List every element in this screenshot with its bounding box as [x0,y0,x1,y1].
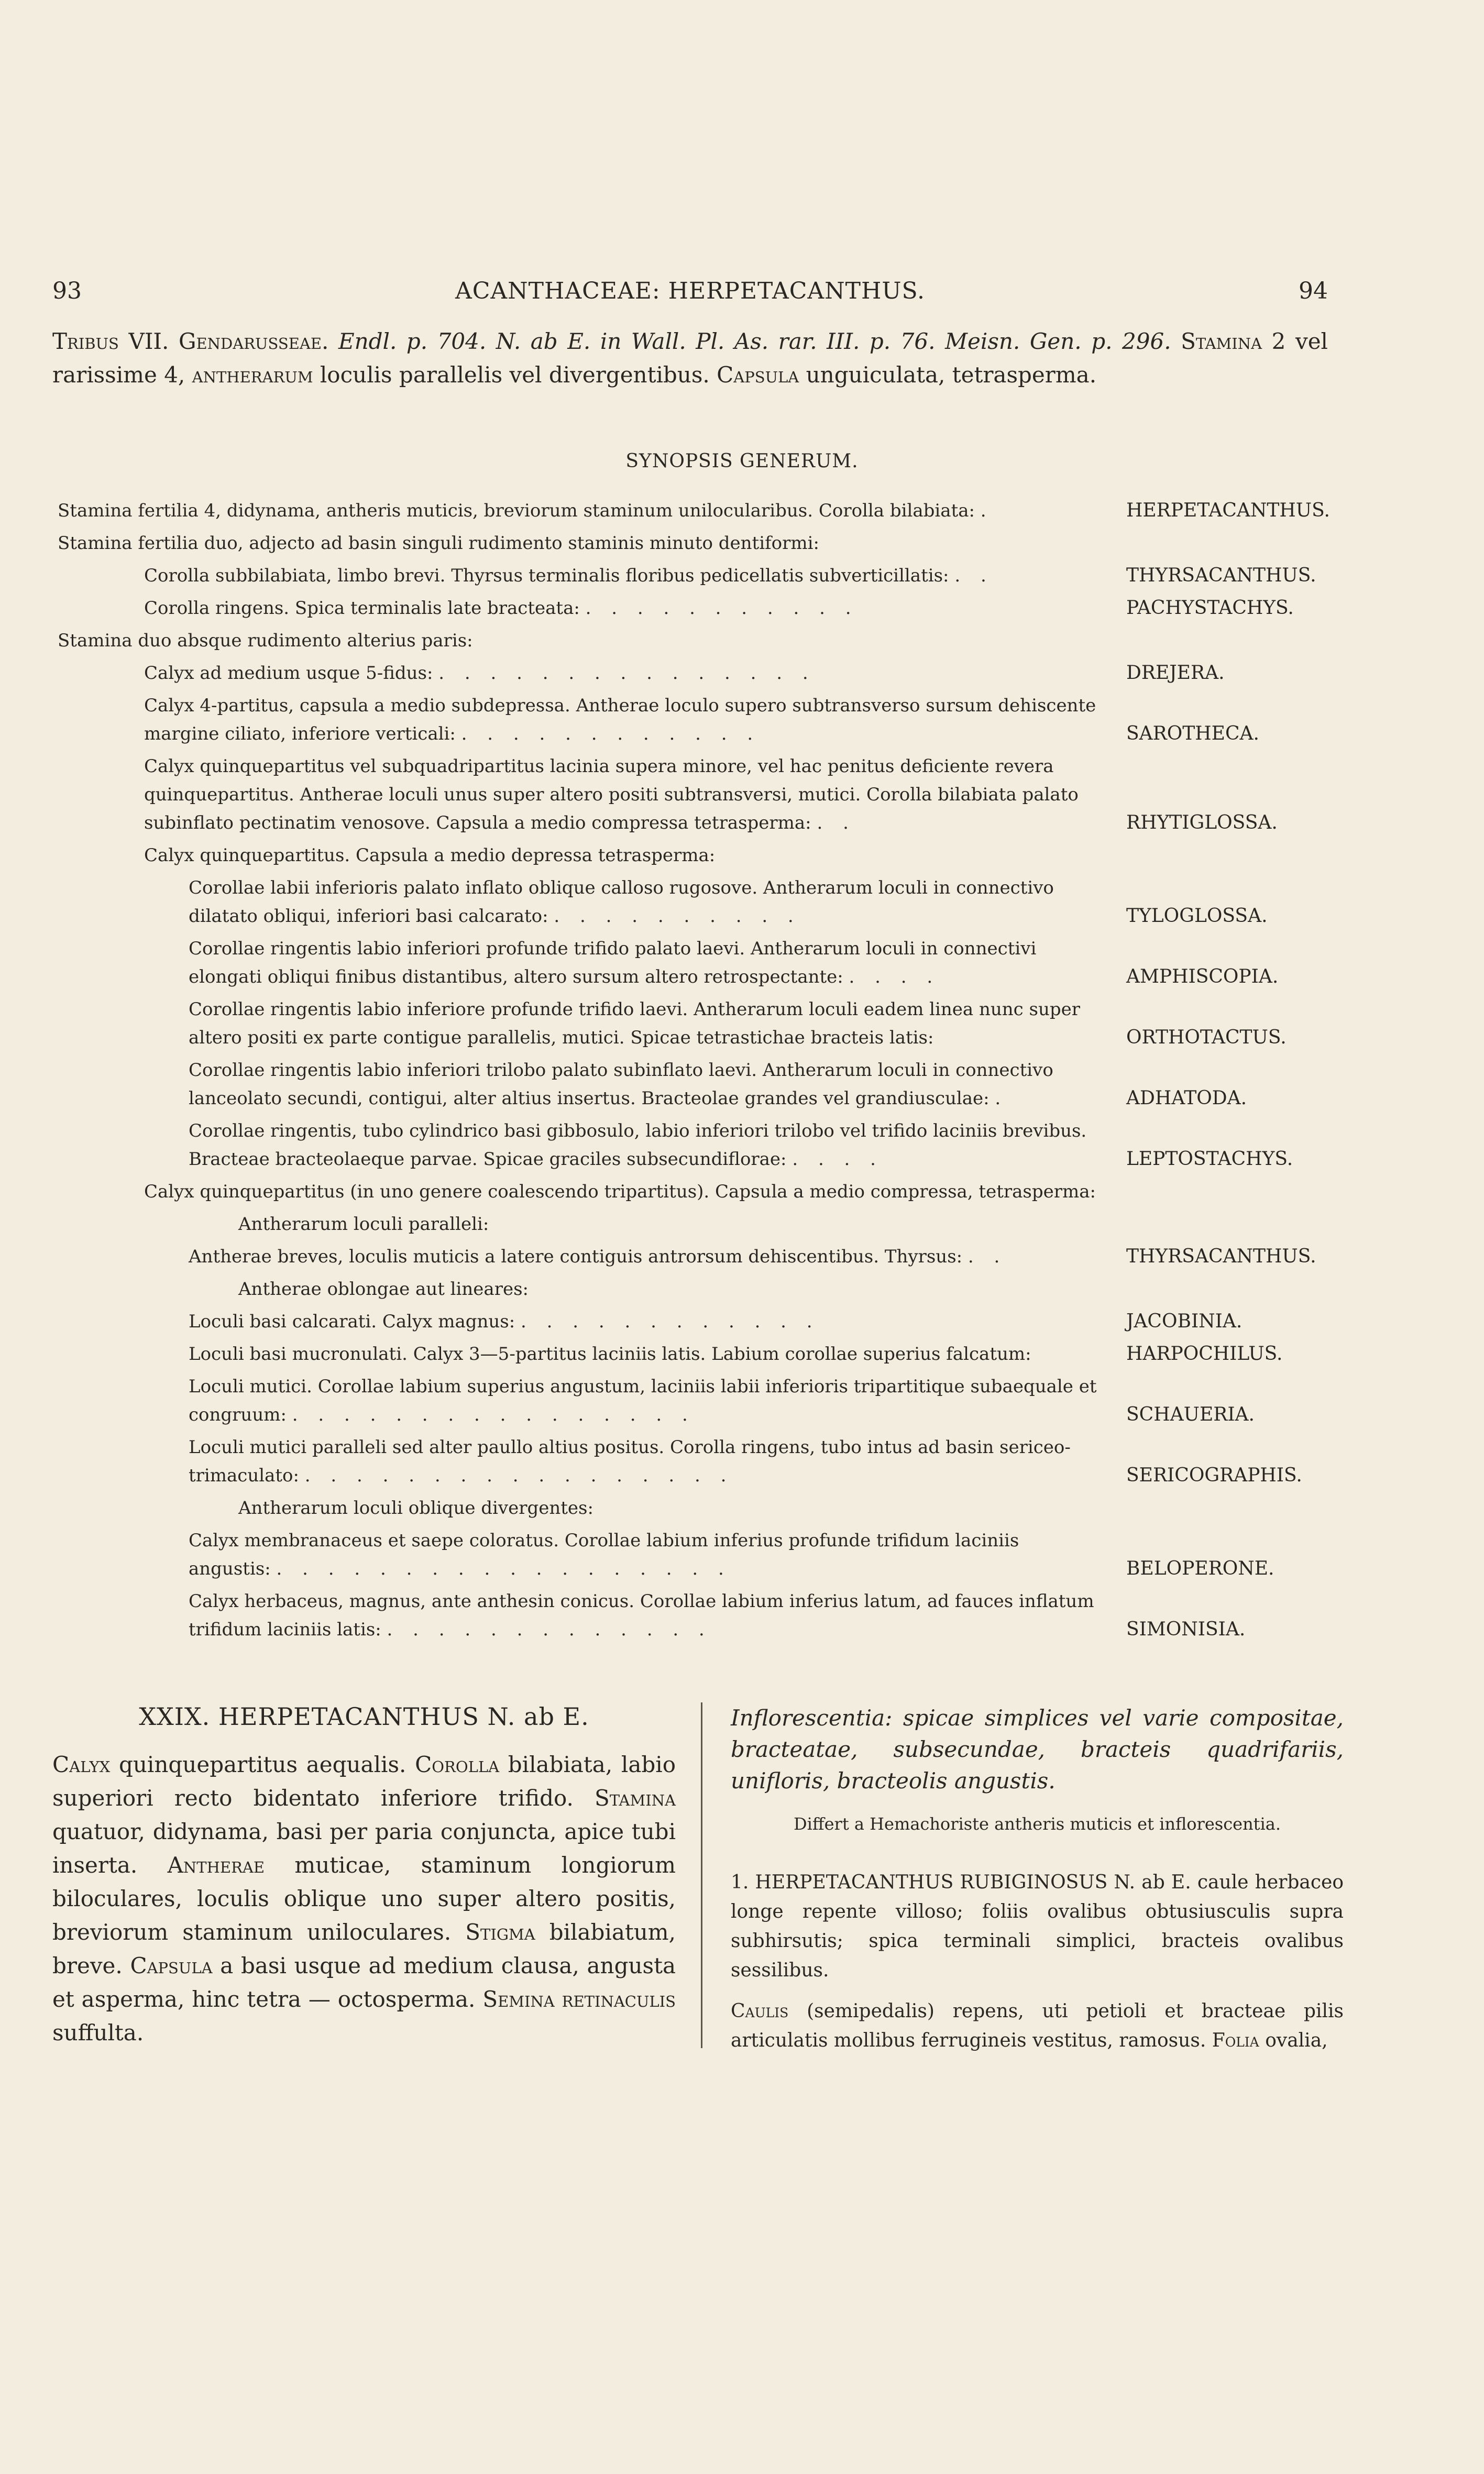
tribus-reference: Endl. p. 704. N. ab E. in Wall. Pl. As. rar. III. p. 76. Meisn. Gen. p. 296. [338,328,1171,354]
synopsis-row [58,1117,1346,1173]
genus-name: AMPHISCOPIA. [1126,966,1279,987]
leader-dots: . . . . [792,1149,883,1170]
synopsis-text: Loculi mutici. Corollae labium superius angustum, laciniis labii inferioris tripartitique subaequale et congruum: [189,1376,1097,1425]
leader-dots: . . . . . . . . . . . . . . . . [292,1404,695,1425]
column-divider [701,1702,702,2048]
synopsis-row-text [238,1494,1346,1522]
leader-dots: . . . . . . . . . . . . [521,1311,820,1332]
synopsis-row-text [144,841,1346,870]
synopsis-row-text [144,1178,1346,1206]
synopsis-text: Antherarum loculi paralleli: [238,1214,489,1235]
leader-dots: . . [954,565,994,586]
synopsis-row-text [58,529,1346,557]
tribus-label: Tribus VII. [52,328,169,354]
synopsis-row [58,1372,1346,1429]
leader-dots: . . . . . . . . . . . [585,598,859,619]
corolla-label: Corolla [415,1752,500,1777]
genus-description [52,1700,676,2050]
synopsis-row [58,691,1346,748]
synopsis-text: Corollae ringentis labio inferiori profunde trifido palato laevi. Antherarum loculi in connectivi elongati obliqui finibus distantibus, altero sursum altero retrospectante: [189,938,1037,987]
caulis-paragraph [731,1997,1344,2055]
synopsis-text: Calyx 4-partitus, capsula a medio subdepressa. Antherae loculo supero subtransverso sursum dehiscente margine ciliato, inferiore verticali: [144,695,1096,744]
capsula-text: unguiculata, tetrasperma. [806,362,1097,388]
leader-dots: . . . . . . . . . . . . [461,723,761,744]
capsula-label: Capsula [717,362,799,388]
genus-name: TYLOGLOSSA. [1126,905,1268,927]
genus-name: SIMONISIA. [1126,1619,1246,1640]
synopsis-row [58,1526,1346,1583]
synopsis-text: Stamina fertilia duo, adjecto ad basin singuli rudimento staminis minuto dentiformi: [58,533,819,554]
calyx-text: quinquepartitus aequalis. [119,1752,406,1777]
synopsis-row-text [238,1210,1346,1238]
synopsis-row [58,1056,1346,1113]
synopsis-row [58,1587,1346,1644]
genus-name: ORTHOTACTUS. [1126,1027,1287,1048]
leader-dots: . . . . . . . . . . . . . . . . . . [276,1558,731,1579]
synopsis-row [58,1275,1346,1303]
tribus-paragraph [52,325,1328,392]
page-number-right: 94 [1299,278,1328,304]
genus-name: SERICOGRAPHIS. [1126,1465,1302,1486]
synopsis-row [58,1243,1346,1271]
synopsis-table [58,492,1346,1644]
synopsis-row [58,995,1346,1052]
running-header [52,278,1328,309]
semina-label: Semina retinaculis [482,1986,676,2012]
synopsis-row [58,1178,1346,1206]
synopsis-row [58,934,1346,991]
synopsis-text: Loculi basi calcarati. Calyx magnus: [189,1311,515,1332]
synopsis-text: Corollae labii inferioris palato inflato oblique calloso rugosove. Antherarum loculi in connectivo dilatato obliqui, inferiori basi calcarato: [189,877,1054,927]
synopsis-row [58,1340,1346,1368]
species-column [731,1702,1344,2055]
synopsis-row [58,626,1346,655]
genus-name: ADHATODA. [1126,1087,1247,1109]
synopsis-row [58,752,1346,837]
synopsis-text: Loculi mutici paralleli sed alter paullo altius positus. Corolla ringens, tubo intus ad basin sericeo-trimaculato: [189,1437,1071,1486]
synopsis-row [58,562,1346,590]
synopsis-row [58,841,1346,870]
genus-name: THYRSACANTHUS. [1126,565,1316,586]
running-title: ACANTHACEAE: HERPETACANTHUS. [455,278,926,304]
synopsis-title: SYNOPSIS GENERUM. [625,450,859,472]
genus-name: JACOBINIA. [1126,1311,1243,1332]
synopsis-text: Corolla ringens. Spica terminalis late bracteata: [144,598,580,619]
synopsis-text: Antherae breves, loculis muticis a latere contiguis antrorsum dehiscentibus. Thyrsus: [189,1246,963,1267]
synopsis-text: Calyx quinquepartitus (in uno genere coalescendo tripartitus). Capsula a medio compressa, tetrasperma: [144,1181,1096,1202]
synopsis-text: Antherae oblongae aut lineares: [238,1279,529,1300]
synopsis-row [58,1433,1346,1490]
genus-name: PACHYSTACHYS. [1126,597,1294,619]
synopsis-text: Stamina duo absque rudimento alterius paris: [58,630,473,651]
synopsis-row [58,497,1346,525]
semina-text: suffulta. [52,2020,144,2046]
inflorescentia-paragraph: Inflorescentia: spicae simplices vel varie compositae, bracteatae, subsecundae, bracteis quadrifariis, unifloris, bracteolis angustis. [731,1705,1344,1794]
synopsis-text: Corollae ringentis labio inferiore profunde trifido laevi. Antherarum loculi eadem linea nunc super altero positi ex parte contigue parallelis, mutici. Spicae tetrastichae bracteis latis: [189,999,1080,1048]
synopsis-text: Loculi basi mucronulati. Calyx 3—5-partitus laciniis latis. Labium corollae superius falcatum: [189,1344,1031,1365]
leader-dots: . . . . . . . . . . . . . . . [438,663,816,684]
stamina-label: Stamina [1181,328,1262,354]
synopsis-row [58,594,1346,622]
synopsis-text: Calyx quinquepartitus. Capsula a medio depressa tetrasperma: [144,845,716,866]
genus-characters [52,1748,676,2050]
genus-name: THYRSACANTHUS. [1126,1246,1316,1267]
corolla-text: bilabiata, labio superiori recto bidentato inferiore trifido. [52,1752,676,1811]
synopsis-row [58,529,1346,557]
genus-name: BELOPERONE. [1126,1558,1274,1579]
synopsis-text: Antherarum loculi oblique divergentes: [238,1498,593,1519]
genus-name: HARPOCHILUS. [1126,1343,1283,1365]
genus-capsula-label: Capsula [130,1953,213,1978]
genus-name: SAROTHECA. [1126,723,1259,744]
antherae-text: muticae, staminum longiorum biloculares, loculis oblique uno super altero positis, breviorum staminum uniloculares. [52,1852,676,1945]
synopsis-text: Calyx quinquepartitus vel subquadripartitus lacinia supera minore, vel hac penitus deficiente revera quinquepartitus. Antherae loculi unus super altero positi subtransversi, mutici. Corolla bilabiata palato subinflato pectinatim venosove. Capsula a medio compressa tetrasperma: [144,756,1079,833]
leader-dots: . [980,500,994,521]
antherarum-label: antherarum [192,362,313,388]
synopsis-row-text [58,626,1346,655]
leader-dots: . . . . . . . . . . [554,906,801,927]
caulis-text: (semipedalis) repens, uti petioli et bracteae pilis articulatis mollibus ferrugineis vestitus, ramosus. [731,2000,1344,2051]
calyx-label: Calyx [52,1752,111,1777]
genus-stamina-label: Stamina [595,1785,676,1811]
synopsis-text: Corollae ringentis, tubo cylindrico basi gibbosulo, labio inferiori trilobo vel trifido laciniis brevibus. Bracteae bracteolaeque parvae. Spicae graciles subsecundiflorae: [189,1120,1087,1170]
genus-name: HERPETACANTHUS. [1126,500,1330,521]
synopsis-text: Calyx membranaceus et saepe coloratus. Corollae labium inferius profunde trifidum laciniis angustis: [189,1530,1019,1579]
leader-dots: . [995,1088,1008,1109]
synopsis-row-text [238,1275,1346,1303]
differt-note: Differt a Hemachoriste antheris muticis et inflorescentia. [793,1814,1281,1834]
synopsis-row [58,1307,1346,1336]
stamina-text: 2 vel rarissime 4, [52,328,1328,388]
folia-label: Folia [1212,2030,1259,2051]
folia-text: ovalia, [1265,2030,1328,2051]
antherae-label: Antherae [167,1852,265,1878]
synopsis-row [58,1210,1346,1238]
tribus-name: Gendarusseae. [178,328,329,354]
species-diagnosis: 1. HERPETACANTHUS RUBIGINOSUS N. ab E. caule herbaceo longe repente villoso; foliis ovalibus obtusiusculis supra subhirsutis; spica terminali simplici, bracteis ovalibus sessilibus. [731,1872,1344,1981]
synopsis-text: Stamina fertilia 4, didynama, antheris muticis, breviorum staminum unilocularibus. Corolla bilabiata: [58,500,975,521]
antherarum-text: loculis parallelis vel divergentibus. [320,362,710,388]
caulis-label: Caulis [731,2000,789,2022]
synopsis-text: Corollae ringentis labio inferiori trilobo palato subinflato laevi. Antherarum loculi in connectivo lanceolato secundi, contigui, alter altius insertus. Bracteolae grandes vel grandiusculae: [189,1060,1053,1109]
genus-capsula-text: a basi usque ad medium clausa, angusta et asperma, hinc tetra — octosperma. [52,1953,676,2012]
page-number-left: 93 [52,278,82,304]
genus-heading: XXIX. HERPETACANTHUS N. ab E. [139,1702,589,1731]
leader-dots: . . . . . . . . . . . . . . . . . [304,1465,734,1486]
stigma-label: Stigma [465,1919,535,1945]
genus-name: LEPTOSTACHYS. [1126,1148,1293,1170]
leader-dots: . . . . [849,966,940,987]
genus-name: RHYTIGLOSSA. [1126,812,1278,833]
genus-stamina-text: quatuor, didynama, basi per paria conjuncta, apice tubi inserta. [52,1819,676,1878]
synopsis-text: Calyx herbaceus, magnus, ante anthesin conicus. Corollae labium inferius latum, ad fauces inflatum trifidum laciniis latis: [189,1591,1094,1640]
leader-dots: . . [968,1246,1007,1267]
genus-name: SCHAUERIA. [1126,1404,1255,1425]
stigma-text: bilabiatum, breve. [52,1919,676,1978]
genus-name: DREJERA. [1126,662,1225,684]
synopsis-text: Calyx ad medium usque 5-fidus: [144,663,433,684]
leader-dots: . . [817,812,856,833]
synopsis-row [58,659,1346,687]
synopsis-row [58,1494,1346,1522]
synopsis-row [58,874,1346,930]
synopsis-text: Corolla subbilabiata, limbo brevi. Thyrsus terminalis floribus pedicellatis subverticillatis: [144,565,949,586]
leader-dots: . . . . . . . . . . . . . [387,1619,712,1640]
